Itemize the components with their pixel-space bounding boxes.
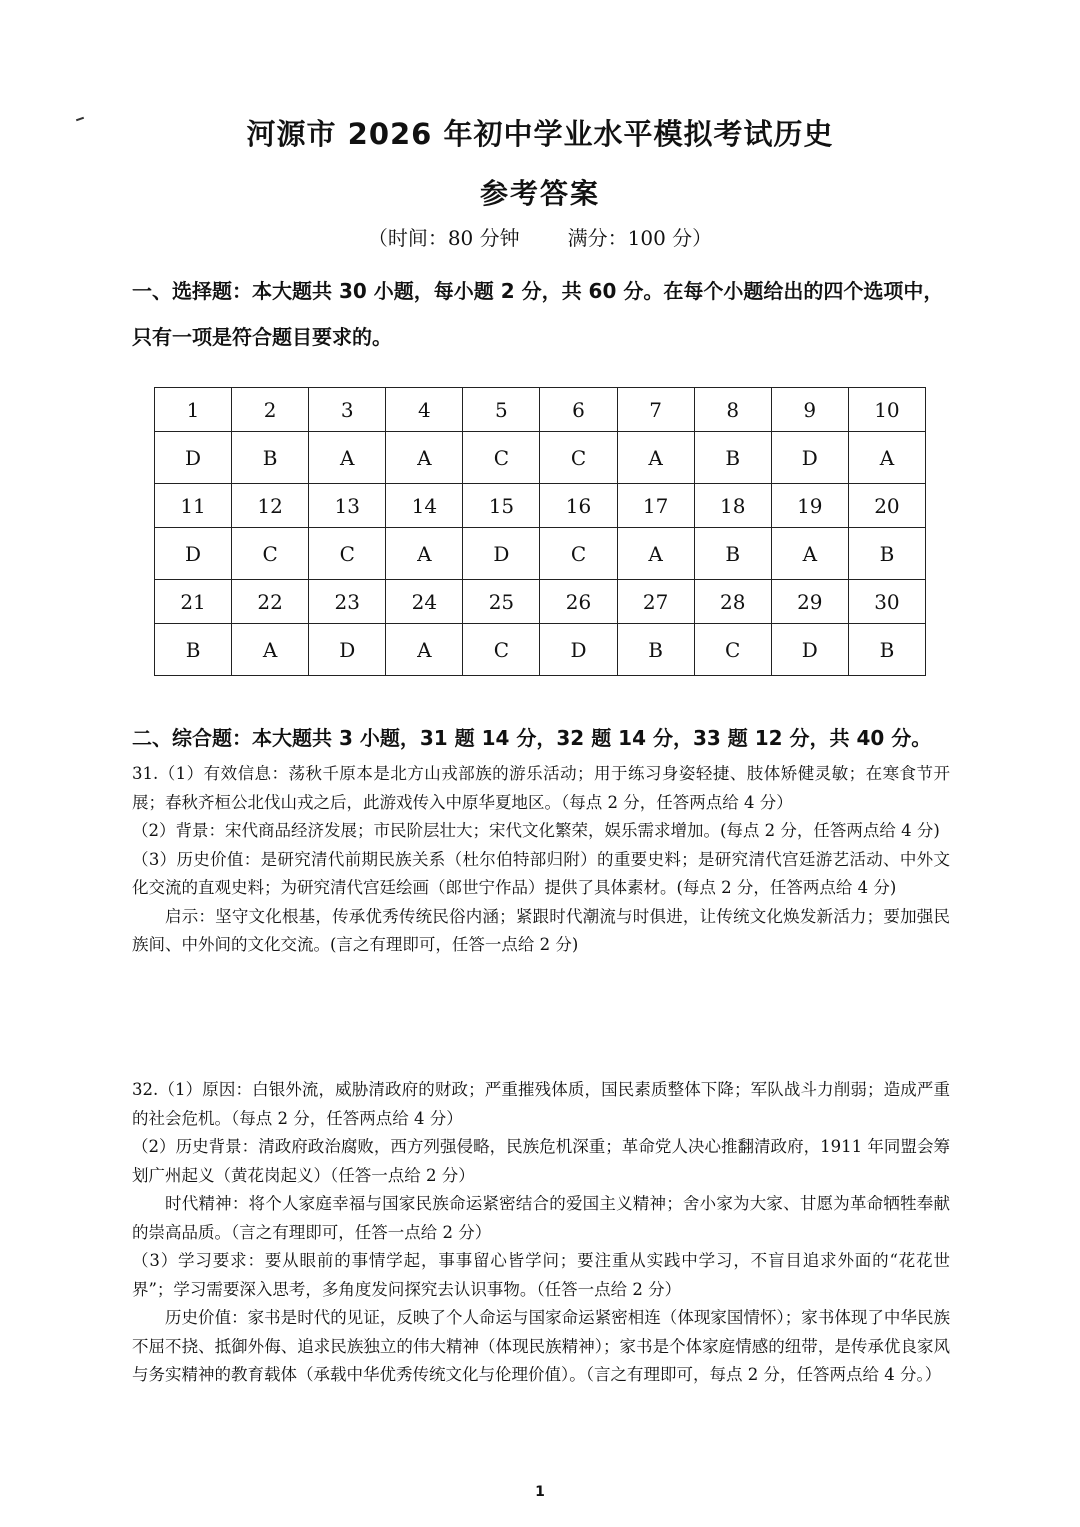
q32-part1: 32.（1）原因：白银外流，威胁清政府的财政；严重摧残体质，国民素质整体下降；军队战斗力削弱；造成严重的社会危机。（每点 2 分，任答两点给 4 分） [132,1080,950,1128]
q32-era-spirit: 时代精神：将个人家庭幸福与国家民族命运紧密结合的爱国主义精神；舍小家为大家、甘愿为革命牺牲奉献的崇高品质。（言之有理即可，任答一点给 2 分） [132,1194,950,1242]
answer-letter: B [155,624,232,676]
question-number: 7 [617,388,694,432]
answer-letter: A [617,432,694,484]
page-title: 河源市 2026 年初中学业水平模拟考试历史 [246,117,834,151]
question-number: 20 [848,484,925,528]
answer-letter: C [540,528,617,580]
question-32-answer [132,1076,950,1390]
question-number: 10 [848,388,925,432]
answer-letter: B [694,528,771,580]
answer-letter: A [771,528,848,580]
question-number: 6 [540,388,617,432]
question-number: 24 [386,580,463,624]
q32-part3: （3）学习要求：要从眼前的事情学起，事事留心皆学问；要注重从实践中学习，不盲目追求外面的“花花世界”；学习需要深入思考，多角度发问探究去认识事物。（任答一点给 2 分） [132,1251,950,1299]
table-row-answers [155,528,926,580]
question-number: 30 [848,580,925,624]
section1-heading: 一、选择题：本大题共 30 小题，每小题 2 分，共 60 分。在每个小题给出的四个选项中，只有一项是符合题目要求的。 [132,279,944,349]
answer-letter: C [232,528,309,580]
answer-letter: D [309,624,386,676]
answer-letter: D [771,432,848,484]
question-number: 15 [463,484,540,528]
question-number: 2 [232,388,309,432]
q31-part2: （2）背景：宋代商品经济发展；市民阶层壮大；宋代文化繁荣，娱乐需求增加。(每点 2 分，任答两点给 4 分) [132,821,940,840]
answer-letter: A [386,432,463,484]
answer-letter: C [463,432,540,484]
table-row-answers [155,432,926,484]
answer-letter: B [848,624,925,676]
question-number: 26 [540,580,617,624]
question-number: 22 [232,580,309,624]
question-number: 4 [386,388,463,432]
q31-part3: （3）历史价值：是研究清代前期民族关系（杜尔伯特部归附）的重要史料；是研究清代宫廷游艺活动、中外文化交流的直观史料；为研究清代宫廷绘画（郎世宁作品）提供了具体素材。(每点 2 分，任答两点给 4 分) [132,849,950,897]
answer-letter: B [694,432,771,484]
answer-letter: C [540,432,617,484]
question-number: 23 [309,580,386,624]
answer-letter: D [771,624,848,676]
question-number: 29 [771,580,848,624]
answer-letter: B [232,432,309,484]
table-row-numbers [155,388,926,432]
question-number: 14 [386,484,463,528]
question-number: 25 [463,580,540,624]
table-row-numbers [155,484,926,528]
question-number: 3 [309,388,386,432]
answer-letter: B [617,624,694,676]
question-number: 28 [694,580,771,624]
table-row-answers [155,624,926,676]
question-number: 9 [771,388,848,432]
answer-letter: A [617,528,694,580]
answer-letter: A [848,432,925,484]
q31-part1: 31.（1）有效信息：荡秋千原本是北方山戎部族的游乐活动；用于练习身姿轻捷、肢体矫健灵敏；在寒食节开展；春秋齐桓公北伐山戎之后，此游戏传入中原华夏地区。（每点 2 分，任答两点给 4 分） [132,764,950,812]
q31-inspiration: 启示：坚守文化根基，传承优秀传统民俗内涵；紧跟时代潮流与时俱进，让传统文化焕发新活力；要加强民族间、中外间的文化交流。(言之有理即可，任答一点给 2 分) [132,906,950,954]
table-row-numbers [155,580,926,624]
exam-info [0,222,1080,251]
question-number: 8 [694,388,771,432]
question-31-answer [132,760,950,960]
question-number: 17 [617,484,694,528]
page-subtitle: 参考答案 [479,177,600,210]
answer-letter: D [463,528,540,580]
q32-part2: （2）历史背景：清政府政治腐败，西方列强侵略，民族危机深重；革命党人决心推翻清政府，1911 年同盟会筹划广州起义（黄花岗起义）（任答一点给 2 分） [132,1137,950,1185]
answer-table [154,387,926,676]
question-number: 13 [309,484,386,528]
answer-letter: A [386,528,463,580]
question-number: 18 [694,484,771,528]
question-number: 27 [617,580,694,624]
answer-letter: A [386,624,463,676]
question-number: 11 [155,484,232,528]
question-number: 21 [155,580,232,624]
question-number: 16 [540,484,617,528]
question-number: 5 [463,388,540,432]
answer-letter: C [463,624,540,676]
answer-letter: A [309,432,386,484]
q32-historical-value: 历史价值：家书是时代的见证，反映了个人命运与国家命运紧密相连（体现家国情怀）；家书体现了中华民族不屈不挠、抵御外侮、追求民族独立的伟大精神（体现民族精神）；家书是个体家庭情感的纽带，是传承优良家风与务实精神的教育载体（承载中华优秀传统文化与伦理价值）。（言之有理即可，每点 2 分，任答两点给 4 分。） [132,1308,950,1384]
answer-letter: C [309,528,386,580]
question-number: 1 [155,388,232,432]
answer-letter: A [232,624,309,676]
page-number: 1 [535,1484,545,1500]
answer-letter: D [155,528,232,580]
answer-letter: D [540,624,617,676]
answer-letter: B [848,528,925,580]
question-number: 12 [232,484,309,528]
exam-time: （时间：80 分钟 [367,226,520,250]
section2-heading: 二、综合题：本大题共 3 小题，31 题 14 分，32 题 14 分，33 题 12 分，共 40 分。 [132,726,932,750]
question-number: 19 [771,484,848,528]
exam-full-score: 满分：100 分） [567,226,713,250]
answer-letter: D [155,432,232,484]
answer-letter: C [694,624,771,676]
